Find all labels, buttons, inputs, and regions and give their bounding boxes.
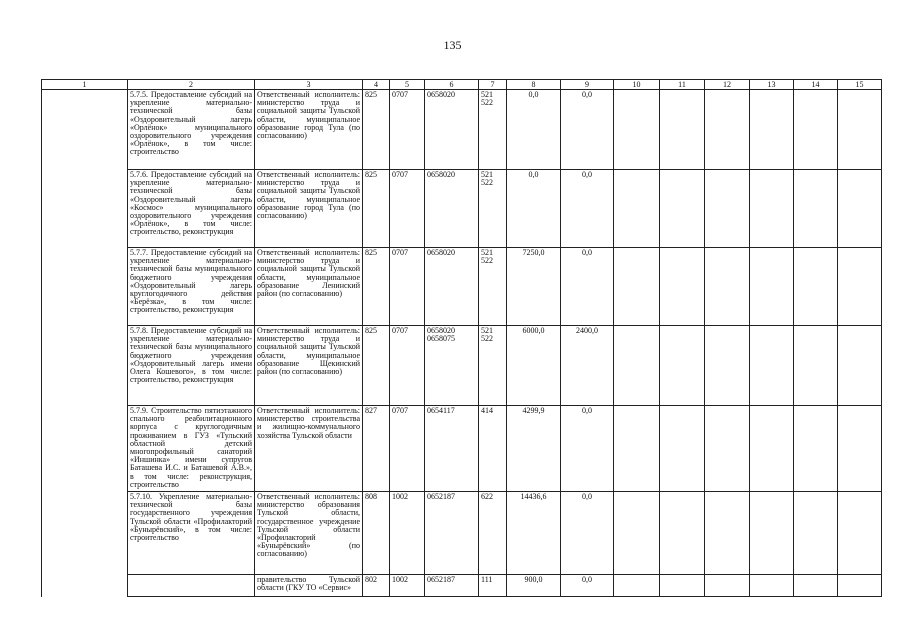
cell-executor: Ответственный исполнитель: министерство труда и социальной защиты Тульской области, муниципальное образование Ленинский район (по согласованию) (255, 248, 363, 326)
cell-col-5: 0707 (390, 90, 425, 170)
cell-col-1 (42, 90, 128, 170)
cell-col-10 (614, 90, 660, 170)
cell-col-12 (705, 406, 750, 492)
cell-col-9: 2400,0 (561, 326, 614, 406)
cell-col-12 (705, 492, 750, 575)
cell-measure-name (128, 575, 255, 597)
column-header: 8 (507, 80, 561, 90)
cell-col-5: 1002 (390, 575, 425, 597)
cell-col-13 (750, 90, 794, 170)
cell-col-5: 0707 (390, 326, 425, 406)
cell-col-9: 0,0 (561, 248, 614, 326)
table-row (42, 326, 882, 406)
cell-col-4: 825 (363, 170, 390, 248)
cell-col-5: 0707 (390, 406, 425, 492)
cell-col-7: 111 (479, 575, 507, 597)
column-header: 15 (838, 80, 882, 90)
cell-col-10 (614, 326, 660, 406)
cell-col-8: 14436,6 (507, 492, 561, 575)
cell-col-6: 0654117 (425, 406, 479, 492)
cell-col-4: 825 (363, 248, 390, 326)
cell-col-7: 521 522 (479, 326, 507, 406)
cell-col-9: 0,0 (561, 492, 614, 575)
cell-col-10 (614, 492, 660, 575)
cell-col-7: 521 522 (479, 170, 507, 248)
cell-col-13 (750, 575, 794, 597)
table-row (42, 248, 882, 326)
column-header: 11 (660, 80, 705, 90)
cell-col-7: 622 (479, 492, 507, 575)
header-row (42, 80, 882, 90)
cell-col-4: 825 (363, 326, 390, 406)
cell-col-1 (42, 492, 128, 575)
cell-col-14 (794, 90, 838, 170)
cell-col-12 (705, 575, 750, 597)
table-row (42, 90, 882, 170)
cell-measure-name: 5.7.8. Предоставление субсидий на укрепление материально-технической базы муниципального бюджетного учреждения «Оздоровительный лагерь имени Олега Кошевого», в том числе: строительство, реконструкция (128, 326, 255, 406)
cell-col-13 (750, 248, 794, 326)
cell-col-4: 827 (363, 406, 390, 492)
cell-col-14 (794, 326, 838, 406)
cell-col-10 (614, 248, 660, 326)
cell-col-10 (614, 406, 660, 492)
cell-col-7: 521 522 (479, 90, 507, 170)
cell-col-4: 802 (363, 575, 390, 597)
cell-col-14 (794, 248, 838, 326)
cell-col-1 (42, 406, 128, 492)
cell-col-13 (750, 326, 794, 406)
cell-col-13 (750, 492, 794, 575)
table-body (42, 90, 882, 597)
cell-col-6: 0652187 (425, 575, 479, 597)
cell-measure-name: 5.7.6. Предоставление субсидий на укрепление материально-технической базы «Оздоровительный лагерь «Космос» муниципального оздоровительного учреждения «Орлёнок», в том числе: строительство, реконструкция (128, 170, 255, 248)
cell-executor: правительство Тульской области (ГКУ ТО «Сервис» (255, 575, 363, 597)
cell-col-6: 0652187 (425, 492, 479, 575)
cell-col-5: 0707 (390, 248, 425, 326)
column-header: 7 (479, 80, 507, 90)
cell-col-6: 0658020 0658075 (425, 326, 479, 406)
cell-col-11 (660, 575, 705, 597)
cell-col-13 (750, 170, 794, 248)
cell-col-7: 521 522 (479, 248, 507, 326)
cell-executor: Ответственный исполнитель: министерство строительства и жилищно-коммунального хозяйства Тульской области (255, 406, 363, 492)
cell-executor: Ответственный исполнитель: министерство труда и социальной защиты Тульской области, муниципальное образование город Тула (по согласованию) (255, 170, 363, 248)
cell-col-15 (838, 326, 882, 406)
column-header: 5 (390, 80, 425, 90)
cell-col-11 (660, 248, 705, 326)
cell-measure-name: 5.7.5. Предоставление субсидий на укрепление материально-технической базы «Оздоровительный лагерь «Орлёнок» муниципального оздоровительного учреждения «Орлёнок», в том числе: строительство (128, 90, 255, 170)
column-header: 13 (750, 80, 794, 90)
cell-executor: Ответственный исполнитель: министерство труда и социальной защиты Тульской области, муниципальное образование город Тула (по согласованию) (255, 90, 363, 170)
cell-col-11 (660, 170, 705, 248)
cell-col-14 (794, 406, 838, 492)
page-number: 135 (443, 38, 462, 52)
column-header: 1 (42, 80, 128, 90)
cell-col-8: 7250,0 (507, 248, 561, 326)
cell-col-7: 414 (479, 406, 507, 492)
cell-col-10 (614, 170, 660, 248)
cell-col-4: 808 (363, 492, 390, 575)
cell-measure-name: 5.7.9. Строительство пятиэтажного спального реабилитационного корпуса с круглогодичным проживанием в ГУЗ «Тульский областной детский многопрофильный санаторий «Иншинка» имени супругов Баташева И.С. и Баташевой А.В.», в том числе: реконструкция, строительство (128, 406, 255, 492)
cell-col-12 (705, 90, 750, 170)
cell-col-6: 0658020 (425, 170, 479, 248)
cell-col-8: 0,0 (507, 90, 561, 170)
cell-col-5: 1002 (390, 492, 425, 575)
column-header: 6 (425, 80, 479, 90)
table-row (42, 575, 882, 597)
cell-col-5: 0707 (390, 170, 425, 248)
column-header: 14 (794, 80, 838, 90)
cell-col-9: 0,0 (561, 90, 614, 170)
cell-col-1 (42, 170, 128, 248)
column-header: 9 (561, 80, 614, 90)
cell-col-15 (838, 248, 882, 326)
cell-col-1 (42, 326, 128, 406)
cell-executor: Ответственный исполнитель: министерство труда и социальной защиты Тульской области, муниципальное образование Щекинский район (по согласованию) (255, 326, 363, 406)
cell-col-8: 6000,0 (507, 326, 561, 406)
cell-col-11 (660, 90, 705, 170)
cell-col-11 (660, 326, 705, 406)
cell-col-11 (660, 492, 705, 575)
cell-measure-name: 5.7.10. Укрепление материально-технической базы государственного учреждения Тульской области «Профилакторий «Бунырёвский», в том числе: строительство (128, 492, 255, 575)
cell-col-6: 0658020 (425, 248, 479, 326)
cell-col-15 (838, 90, 882, 170)
column-header: 4 (363, 80, 390, 90)
cell-col-11 (660, 406, 705, 492)
table-row (42, 492, 882, 575)
column-header: 10 (614, 80, 660, 90)
column-header: 2 (128, 80, 255, 90)
cell-col-12 (705, 170, 750, 248)
cell-col-12 (705, 326, 750, 406)
cell-col-1 (42, 575, 128, 597)
column-header: 12 (705, 80, 750, 90)
cell-col-1 (42, 248, 128, 326)
cell-col-15 (838, 575, 882, 597)
cell-col-15 (838, 170, 882, 248)
cell-measure-name: 5.7.7. Предоставление субсидий на укрепление материально-технической базы муниципального бюджетного учреждения «Оздоровительный лагерь круглогодичного действия «Берёзка», в том числе: строительство, реконструкция (128, 248, 255, 326)
cell-col-14 (794, 492, 838, 575)
cell-col-8: 4299,9 (507, 406, 561, 492)
cell-col-6: 0658020 (425, 90, 479, 170)
budget-table (41, 79, 882, 597)
cell-col-4: 825 (363, 90, 390, 170)
cell-executor: Ответственный исполнитель: министерство образования Тульской области, государственное учреждение Тульской области «Профилакторий «Бунырёвский» (по согласованию) (255, 492, 363, 575)
cell-col-14 (794, 170, 838, 248)
cell-col-8: 0,0 (507, 170, 561, 248)
table-row (42, 170, 882, 248)
cell-col-12 (705, 248, 750, 326)
cell-col-13 (750, 406, 794, 492)
cell-col-9: 0,0 (561, 575, 614, 597)
table-row (42, 406, 882, 492)
cell-col-9: 0,0 (561, 406, 614, 492)
cell-col-9: 0,0 (561, 170, 614, 248)
cell-col-14 (794, 575, 838, 597)
cell-col-10 (614, 575, 660, 597)
cell-col-15 (838, 492, 882, 575)
cell-col-8: 900,0 (507, 575, 561, 597)
column-header: 3 (255, 80, 363, 90)
cell-col-15 (838, 406, 882, 492)
